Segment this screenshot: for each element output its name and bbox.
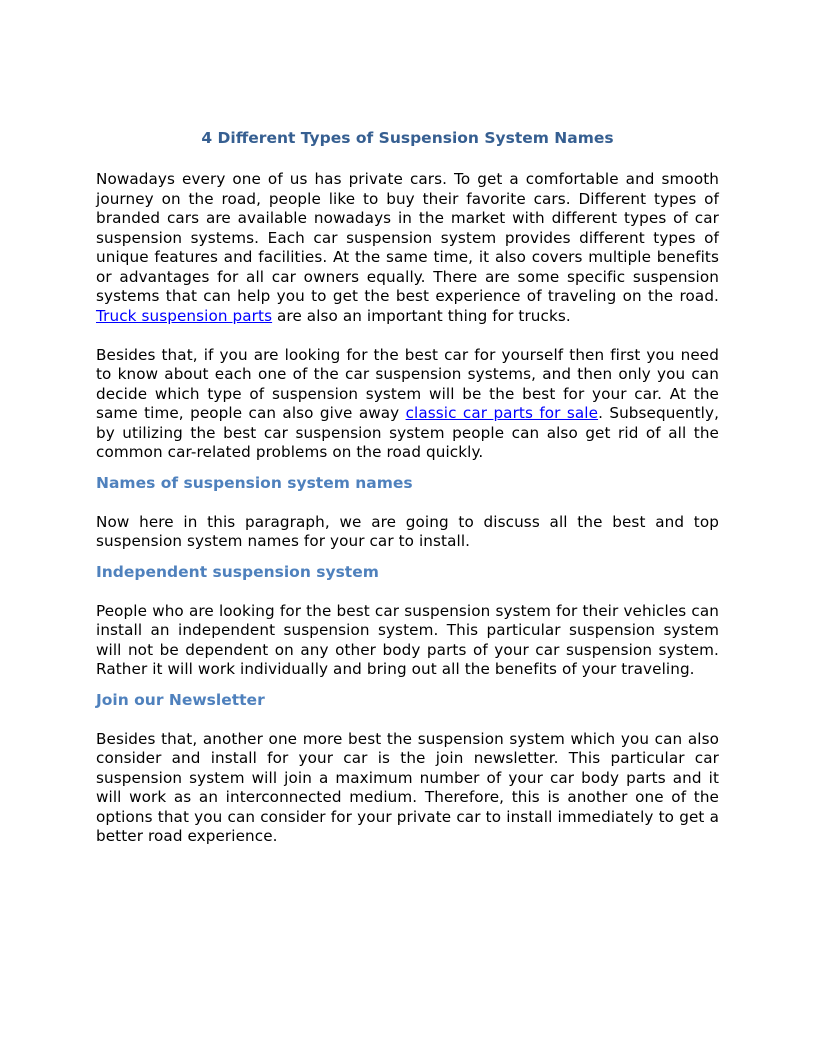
truck-suspension-parts-link[interactable]: Truck suspension parts <box>96 306 273 325</box>
section-body-newsletter: Besides that, another one more best the suspension system which you can also consider and install for your car is the join newsletter. This particular car suspension system will join a maximum number of your car body parts and it will work as an interconnected medium. Therefore, this is another one of the options that you can consider for your private car to install immediately to get a better road experience. <box>96 729 719 845</box>
intro-text-start: Nowadays every one of us has private cars. To get a comfortable and smooth journey on the road, people like to buy their favorite cars. Different types of branded cars are available nowadays in the market with different types of car suspension systems. Each car suspension system provides different types of unique features and facilities. At the same time, it also covers multiple benefits or advantages for all car owners equally. There are some specific suspension systems that can help you to get the best experience of traveling on the road. <box>96 170 719 305</box>
intro-text-end: are also an important thing for trucks. <box>272 306 571 325</box>
document-page <box>96 126 719 847</box>
section-body-names: Now here in this paragraph, we are going to discuss all the best and top suspension system names for your car to install. <box>96 512 719 550</box>
section-heading-names: Names of suspension system names <box>96 473 413 492</box>
second-paragraph <box>96 346 719 463</box>
section-heading-newsletter: Join our Newsletter <box>96 690 265 709</box>
section-body-independent: People who are looking for the best car suspension system for their vehicles can install an independent suspension system. This particular suspension system will not be dependent on any other body parts of your car suspension system. Rather it will work individually and bring out all the benefits of your traveling. <box>96 601 719 678</box>
heading-gap <box>96 712 719 730</box>
section-heading-independent: Independent suspension system <box>96 562 379 581</box>
second-text-start: Besides that, if you are looking for the best car for yourself then first you need to know about each one of the car suspension systems, and then only you can decide which type of suspension system will be the best for your car. At the same time, people can also give away <box>96 345 719 422</box>
heading-gap <box>96 495 719 513</box>
paragraph-gap <box>96 326 719 346</box>
section-gap <box>96 552 719 560</box>
second-text-end: . Subsequently, by utilizing the best car suspension system people can also get rid of all the common car-related problems on the road quickly. <box>96 404 720 461</box>
page-title: 4 Different Types of Suspension System Names <box>201 129 614 147</box>
section-gap <box>96 680 719 688</box>
classic-car-parts-link[interactable]: classic car parts for sale <box>405 404 599 422</box>
heading-gap <box>96 584 719 602</box>
section-gap <box>96 463 719 471</box>
intro-paragraph <box>96 170 719 326</box>
